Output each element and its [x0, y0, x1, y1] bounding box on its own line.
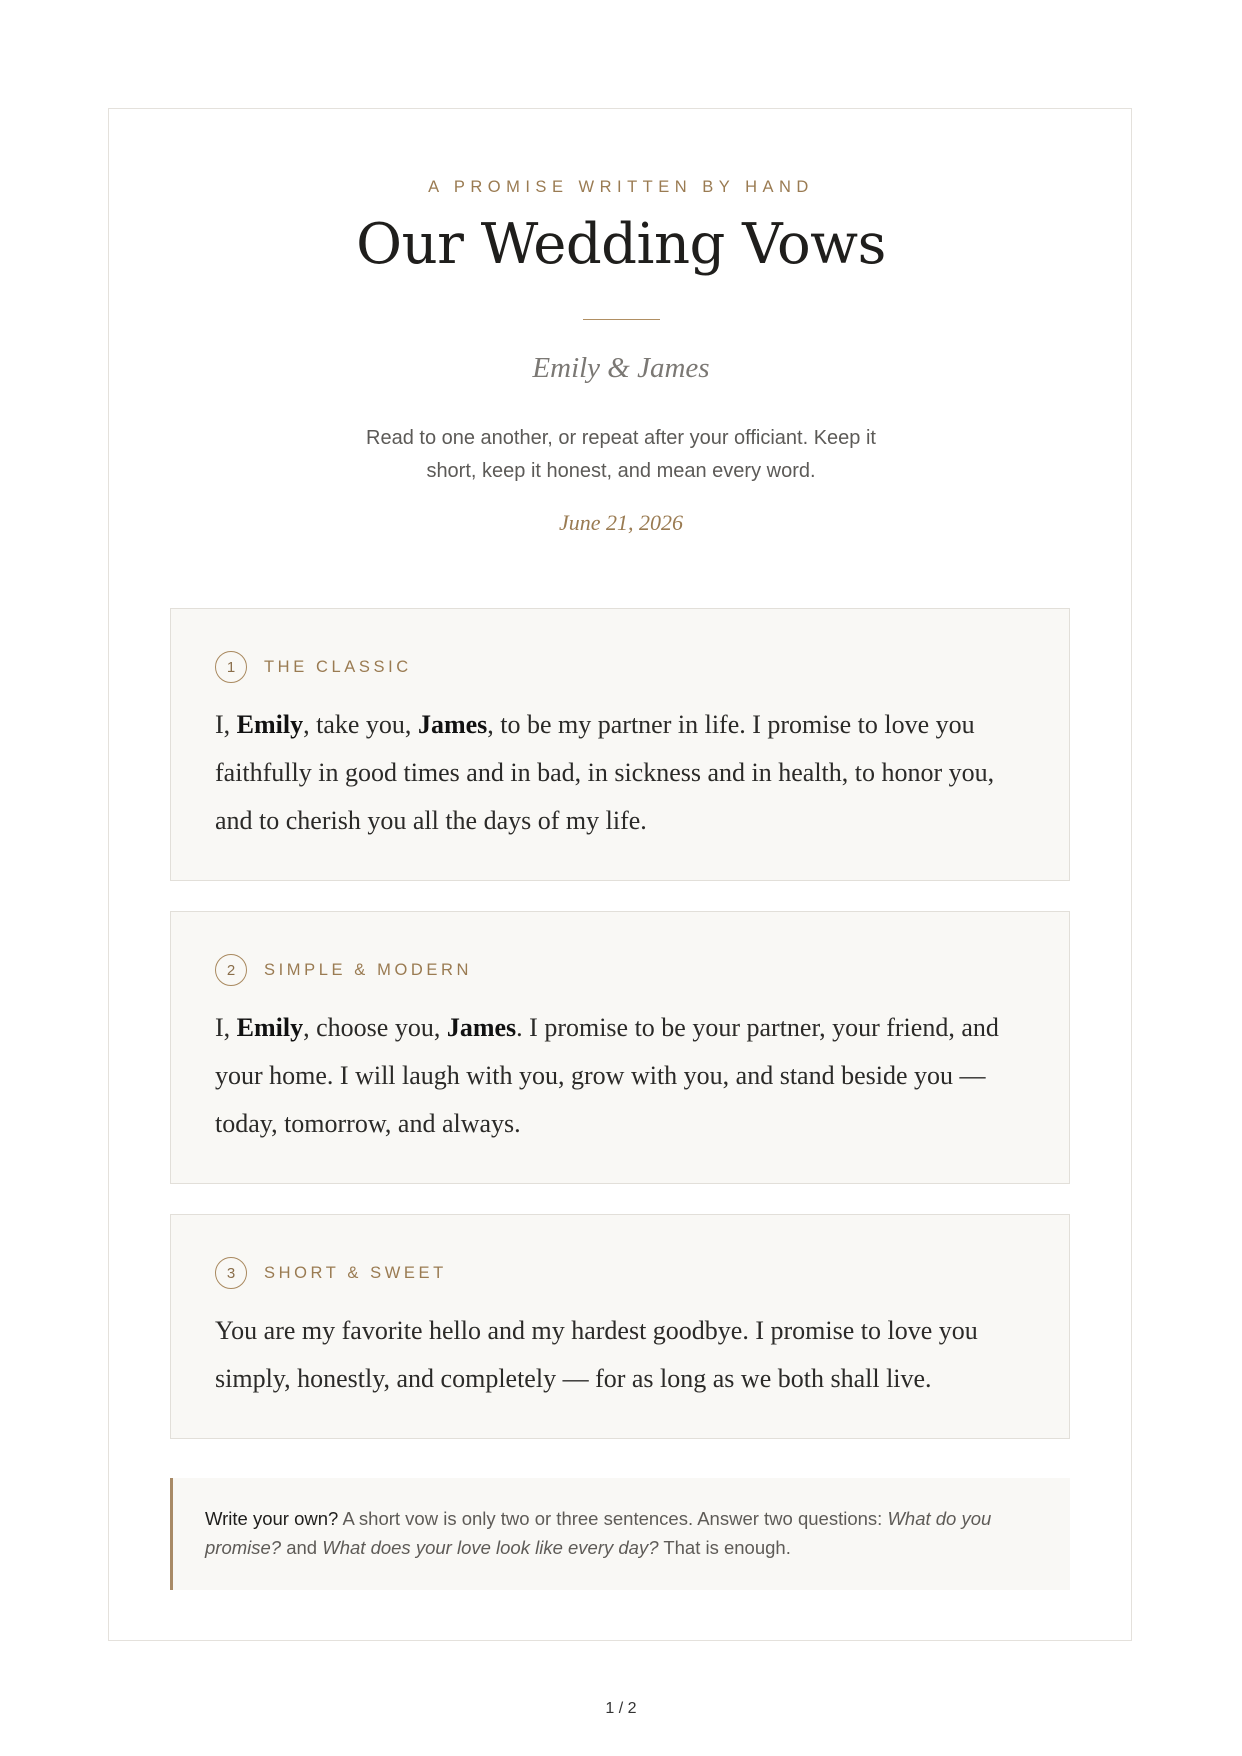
eyebrow-text: A PROMISE WRITTEN BY HAND [428, 178, 814, 196]
vow-text-part: I, [215, 1013, 237, 1042]
page-divider [108, 1640, 1132, 1641]
vow-number-badge: 3 [215, 1257, 247, 1289]
vow-header [215, 1255, 447, 1291]
vow-label: THE CLASSIC [264, 657, 412, 676]
vow-header [215, 649, 412, 685]
vow-text-part: I, [215, 710, 237, 739]
title-divider [583, 319, 660, 320]
vow-card-simple-modern [170, 911, 1070, 1184]
tip-text-part: That is enough. [658, 1537, 791, 1558]
tip-question: What do you promise? [205, 1508, 992, 1558]
vow-text-part: , to be my partner in life. I promise to love you faithfully in good times and in bad, in sickness and in health, to honor you, and to cherish you all the days of my life. [215, 710, 995, 835]
vow-number-badge: 1 [215, 651, 247, 683]
tip-text-part: A short vow is only two or three sentences. Answer two questions: [338, 1508, 888, 1529]
page-number: 1 / 2 [605, 1700, 637, 1717]
vow-text-part: , choose you, [303, 1013, 447, 1042]
vow-card-classic [170, 608, 1070, 881]
vow-label: SIMPLE & MODERN [264, 960, 473, 979]
vow-text: You are my favorite hello and my hardest goodbye. I promise to love you simply, honestly, and completely — for as long as we both shall live. [215, 1316, 978, 1393]
couple-names: Emily & James [532, 352, 710, 384]
intro-text: Read to one another, or repeat after your officiant. Keep it short, keep it honest, and mean every word. [366, 427, 876, 482]
vow-card-short-sweet [170, 1214, 1070, 1439]
vow-text-part: . I promise to be your partner, your friend, and your home. I will laugh with you, grow with you, and stand beside you — today, tomorrow, and always. [215, 1013, 999, 1138]
vow-header [215, 952, 472, 988]
vow-label: SHORT & SWEET [264, 1263, 447, 1282]
partner-name: James [417, 710, 488, 739]
vow-number-badge: 2 [215, 954, 247, 986]
tip-question: What does your love look like every day? [322, 1537, 659, 1558]
vow-text [215, 701, 1035, 845]
partner-name: James [446, 1013, 517, 1042]
tip-lead: Write your own? [205, 1508, 339, 1529]
partner-name: Emily [236, 710, 304, 739]
partner-name: Emily [236, 1013, 304, 1042]
page-title: Our Wedding Vows [356, 212, 886, 277]
vow-text-part: , take you, [303, 710, 418, 739]
write-your-own-tip [170, 1478, 1070, 1590]
tip-text-part: and [281, 1537, 323, 1558]
wedding-date: June 21, 2026 [558, 510, 684, 535]
vow-text [215, 1004, 1035, 1148]
